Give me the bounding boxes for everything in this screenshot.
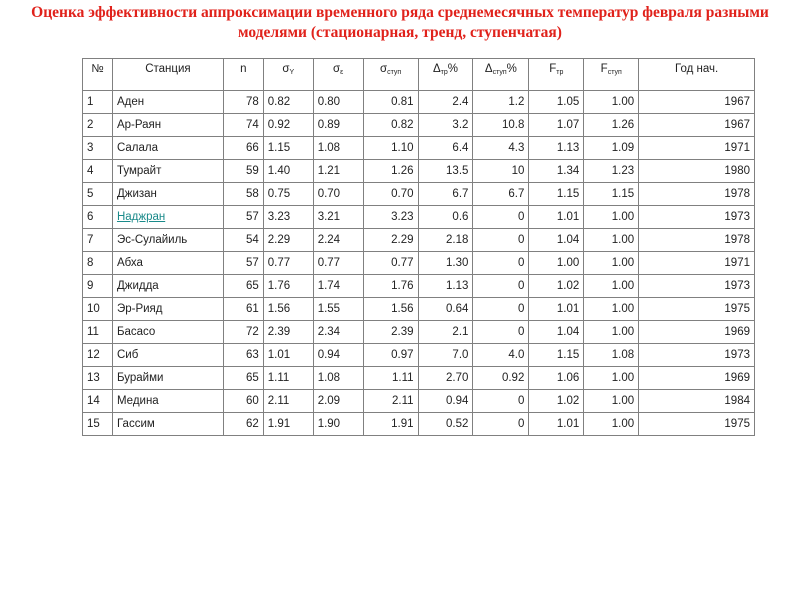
table-cell: 0.92 xyxy=(263,114,313,137)
table-cell: 1980 xyxy=(639,160,755,183)
column-header-label: σ xyxy=(333,63,341,75)
table-cell: 1.90 xyxy=(313,413,363,436)
station-cell: Сиб xyxy=(112,344,223,367)
table-cell: 1.13 xyxy=(529,137,584,160)
table-row xyxy=(83,367,755,390)
column-header xyxy=(83,59,113,91)
table-cell: 1973 xyxy=(639,344,755,367)
table-cell: 4.0 xyxy=(473,344,529,367)
table-cell: 1.00 xyxy=(584,229,639,252)
table-cell: 1.01 xyxy=(529,206,584,229)
table-row xyxy=(83,298,755,321)
table-cell: 2.1 xyxy=(418,321,473,344)
table-cell: 1.06 xyxy=(529,367,584,390)
column-header xyxy=(418,59,473,91)
table-cell: 15 xyxy=(83,413,113,436)
table-cell: 1.15 xyxy=(263,137,313,160)
table-cell: 10 xyxy=(83,298,113,321)
table-cell: 1.76 xyxy=(363,275,418,298)
table-cell: 0.94 xyxy=(313,344,363,367)
table-cell: 0.75 xyxy=(263,183,313,206)
table-cell: 1.21 xyxy=(313,160,363,183)
table-cell: 0.6 xyxy=(418,206,473,229)
table-cell: 2 xyxy=(83,114,113,137)
table-cell: 1967 xyxy=(639,91,755,114)
table-cell: 1.08 xyxy=(584,344,639,367)
table-row xyxy=(83,275,755,298)
table-cell: 1978 xyxy=(639,229,755,252)
table-cell: 2.39 xyxy=(263,321,313,344)
table-cell: 2.4 xyxy=(418,91,473,114)
table-cell: 0.70 xyxy=(363,183,418,206)
page-title: Оценка эффективности аппроксимации временного ряда среднемесячных температур февраля разными моделями (стационарная, тренд, ступенчатая) xyxy=(31,4,769,41)
column-header-label: Δ xyxy=(432,63,441,75)
column-header-subscript: ε xyxy=(340,69,344,76)
column-header-subscript: ступ xyxy=(387,69,402,76)
table-cell: 6.7 xyxy=(473,183,529,206)
table-cell: 1.04 xyxy=(529,229,584,252)
station-cell: Джизан xyxy=(112,183,223,206)
table-cell: 2.24 xyxy=(313,229,363,252)
table-cell: 1.01 xyxy=(529,298,584,321)
table-cell: 1.07 xyxy=(529,114,584,137)
table-cell: 1.09 xyxy=(584,137,639,160)
station-cell: Абха xyxy=(112,252,223,275)
station-cell: Аден xyxy=(112,91,223,114)
table-cell: 1984 xyxy=(639,390,755,413)
table-cell: 2.34 xyxy=(313,321,363,344)
table-cell: 60 xyxy=(223,390,263,413)
table-cell: 0 xyxy=(473,413,529,436)
table-cell: 0.92 xyxy=(473,367,529,390)
table-cell: 1.13 xyxy=(418,275,473,298)
column-header xyxy=(223,59,263,91)
table-cell: 13.5 xyxy=(418,160,473,183)
table-cell: 0 xyxy=(473,390,529,413)
table-cell: 1 xyxy=(83,91,113,114)
column-header xyxy=(584,59,639,91)
table-cell: 1967 xyxy=(639,114,755,137)
table-cell: 13 xyxy=(83,367,113,390)
column-header-subscript: тр xyxy=(440,69,448,76)
column-header-label: F xyxy=(600,63,608,75)
table-cell: 62 xyxy=(223,413,263,436)
table-cell: 0.70 xyxy=(313,183,363,206)
table-cell: 1.23 xyxy=(584,160,639,183)
table-cell: 0.97 xyxy=(363,344,418,367)
table-cell: 6 xyxy=(83,206,113,229)
table-cell: 0 xyxy=(473,275,529,298)
table-row xyxy=(83,229,755,252)
table-cell: 0.89 xyxy=(313,114,363,137)
table-cell: 1.10 xyxy=(363,137,418,160)
table-cell: 1.56 xyxy=(263,298,313,321)
table-cell: 1.00 xyxy=(584,367,639,390)
table-cell: 7.0 xyxy=(418,344,473,367)
table-cell: 2.39 xyxy=(363,321,418,344)
column-header xyxy=(639,59,755,91)
table-cell: 2.18 xyxy=(418,229,473,252)
table-cell: 10.8 xyxy=(473,114,529,137)
table-cell: 1.74 xyxy=(313,275,363,298)
table-cell: 1.00 xyxy=(584,206,639,229)
table-cell: 2.29 xyxy=(263,229,313,252)
table-cell: 0 xyxy=(473,206,529,229)
station-cell: Эр-Рияд xyxy=(112,298,223,321)
table-cell: 1.11 xyxy=(263,367,313,390)
table-cell: 3.23 xyxy=(263,206,313,229)
table-cell: 1971 xyxy=(639,137,755,160)
table-cell: 0.77 xyxy=(363,252,418,275)
table-cell: 61 xyxy=(223,298,263,321)
table-cell: 1.00 xyxy=(529,252,584,275)
station-cell: Медина xyxy=(112,390,223,413)
table-cell: 11 xyxy=(83,321,113,344)
table-cell: 1.00 xyxy=(584,298,639,321)
column-header xyxy=(263,59,313,91)
table-cell: 78 xyxy=(223,91,263,114)
table-cell: 6.4 xyxy=(418,137,473,160)
table-cell: 3.21 xyxy=(313,206,363,229)
station-cell: Бурайми xyxy=(112,367,223,390)
table-cell: 1.00 xyxy=(584,321,639,344)
table-cell: 1.02 xyxy=(529,275,584,298)
table-cell: 1973 xyxy=(639,275,755,298)
table-cell: 5 xyxy=(83,183,113,206)
table-cell: 8 xyxy=(83,252,113,275)
data-table xyxy=(82,58,755,436)
table-cell: 0.82 xyxy=(363,114,418,137)
table-cell: 1.00 xyxy=(584,91,639,114)
column-header-label: σ xyxy=(379,63,388,75)
column-header-subscript: тр xyxy=(556,69,564,76)
column-header-subscript: Y xyxy=(289,69,295,76)
table-header-row xyxy=(83,59,755,91)
table-cell: 10 xyxy=(473,160,529,183)
table-cell: 54 xyxy=(223,229,263,252)
table-cell: 2.11 xyxy=(263,390,313,413)
table-cell: 1.56 xyxy=(363,298,418,321)
table-cell: 1.15 xyxy=(584,183,639,206)
table-cell: 63 xyxy=(223,344,263,367)
column-header-suffix: % xyxy=(447,63,458,75)
column-header xyxy=(363,59,418,91)
table-cell: 65 xyxy=(223,275,263,298)
table-cell: 9 xyxy=(83,275,113,298)
table-cell: 0.77 xyxy=(263,252,313,275)
table-cell: 1978 xyxy=(639,183,755,206)
station-cell: Салала xyxy=(112,137,223,160)
station-cell: Эс-Сулайиль xyxy=(112,229,223,252)
table-cell: 14 xyxy=(83,390,113,413)
table-cell: 66 xyxy=(223,137,263,160)
table-row xyxy=(83,91,755,114)
table-cell: 1.15 xyxy=(529,183,584,206)
table-row xyxy=(83,344,755,367)
column-header xyxy=(529,59,584,91)
table-cell: 1.05 xyxy=(529,91,584,114)
table-cell: 1.76 xyxy=(263,275,313,298)
table-cell: 1.30 xyxy=(418,252,473,275)
table-cell: 1.26 xyxy=(584,114,639,137)
column-header-label: № xyxy=(91,63,104,75)
station-cell: Гассим xyxy=(112,413,223,436)
table-cell: 1.26 xyxy=(363,160,418,183)
table-cell: 2.70 xyxy=(418,367,473,390)
table-cell: 1.00 xyxy=(584,275,639,298)
table-cell: 1.01 xyxy=(263,344,313,367)
table-cell: 1.91 xyxy=(363,413,418,436)
station-cell: Джидда xyxy=(112,275,223,298)
table-cell: 74 xyxy=(223,114,263,137)
table-cell: 4 xyxy=(83,160,113,183)
table-cell: 1.34 xyxy=(529,160,584,183)
table-row xyxy=(83,206,755,229)
table-row xyxy=(83,252,755,275)
table-cell: 0 xyxy=(473,252,529,275)
column-header xyxy=(112,59,223,91)
table-row xyxy=(83,413,755,436)
station-cell: Басасо xyxy=(112,321,223,344)
table-cell: 1975 xyxy=(639,298,755,321)
table-cell: 1.00 xyxy=(584,413,639,436)
station-cell: Тумрайт xyxy=(112,160,223,183)
table-cell: 0.77 xyxy=(313,252,363,275)
table-row xyxy=(83,321,755,344)
table-cell: 1.08 xyxy=(313,367,363,390)
station-link[interactable]: Наджран xyxy=(116,211,166,223)
table-cell: 1973 xyxy=(639,206,755,229)
table-cell: 58 xyxy=(223,183,263,206)
table-cell: 1.00 xyxy=(584,390,639,413)
table-cell: 7 xyxy=(83,229,113,252)
table-cell: 0 xyxy=(473,321,529,344)
table-cell: 0.64 xyxy=(418,298,473,321)
table-cell: 3 xyxy=(83,137,113,160)
table-cell: 3.2 xyxy=(418,114,473,137)
column-header-suffix: % xyxy=(506,63,517,75)
column-header xyxy=(313,59,363,91)
table-row xyxy=(83,160,755,183)
table-cell: 2.29 xyxy=(363,229,418,252)
table-cell: 2.11 xyxy=(363,390,418,413)
table-cell: 3.23 xyxy=(363,206,418,229)
column-header-label: Станция xyxy=(145,63,191,75)
table-cell: 1.11 xyxy=(363,367,418,390)
table-cell: 1.08 xyxy=(313,137,363,160)
table-cell: 0.80 xyxy=(313,91,363,114)
table-cell: 1.40 xyxy=(263,160,313,183)
table-cell: 57 xyxy=(223,206,263,229)
table-cell: 59 xyxy=(223,160,263,183)
table-cell: 1.00 xyxy=(584,252,639,275)
table-cell: 4.3 xyxy=(473,137,529,160)
table-cell: 0.82 xyxy=(263,91,313,114)
table-cell: 1969 xyxy=(639,367,755,390)
table-cell: 12 xyxy=(83,344,113,367)
table-row xyxy=(83,390,755,413)
table-cell: 1.02 xyxy=(529,390,584,413)
column-header-label: σ xyxy=(282,63,290,75)
column-header xyxy=(473,59,529,91)
table-cell: 72 xyxy=(223,321,263,344)
table-row xyxy=(83,183,755,206)
column-header-label: F xyxy=(549,63,557,75)
column-header-label: Δ xyxy=(484,63,493,75)
column-header-label: n xyxy=(240,63,247,75)
table-row xyxy=(83,137,755,160)
table-cell: 1.55 xyxy=(313,298,363,321)
table-cell: 57 xyxy=(223,252,263,275)
station-cell: Ар-Раян xyxy=(112,114,223,137)
table-cell: 65 xyxy=(223,367,263,390)
table-cell: 6.7 xyxy=(418,183,473,206)
table-cell: 1.15 xyxy=(529,344,584,367)
table-cell: 1971 xyxy=(639,252,755,275)
table-cell: 1.91 xyxy=(263,413,313,436)
table-cell: 0.81 xyxy=(363,91,418,114)
column-header-subscript: ступ xyxy=(607,69,622,76)
table-cell: 0 xyxy=(473,298,529,321)
table-cell: 1975 xyxy=(639,413,755,436)
table-cell: 2.09 xyxy=(313,390,363,413)
column-header-subscript: ступ xyxy=(492,69,507,76)
table-row xyxy=(83,114,755,137)
column-header-label: Год нач. xyxy=(674,63,719,75)
table-cell: 1.04 xyxy=(529,321,584,344)
table-cell: 0.94 xyxy=(418,390,473,413)
table-cell: 0 xyxy=(473,229,529,252)
table-cell: 0.52 xyxy=(418,413,473,436)
table-cell: 1969 xyxy=(639,321,755,344)
table-cell: 1.2 xyxy=(473,91,529,114)
table-cell: 1.01 xyxy=(529,413,584,436)
station-cell xyxy=(112,206,223,229)
